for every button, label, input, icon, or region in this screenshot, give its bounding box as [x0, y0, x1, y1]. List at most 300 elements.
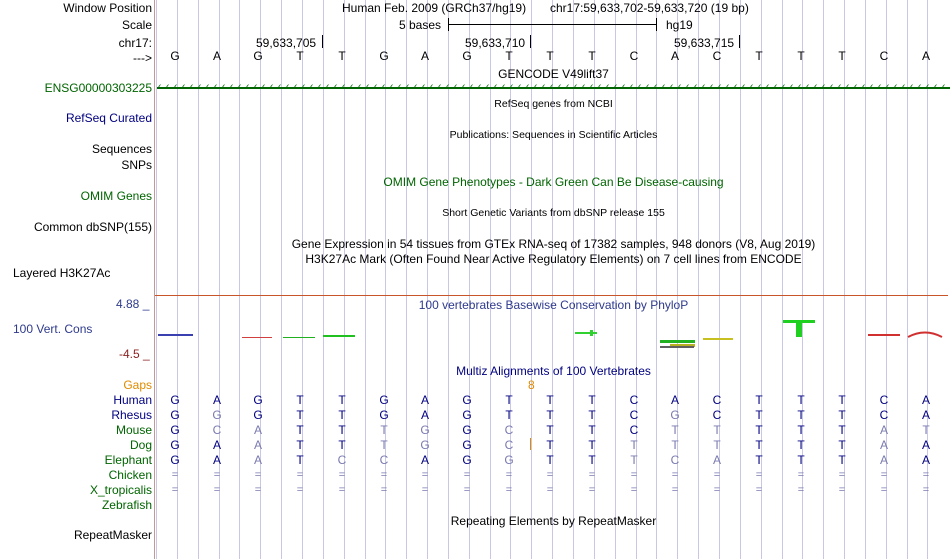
aligned-base: A: [712, 453, 721, 467]
aligned-base: T: [797, 393, 805, 407]
reference-base: T: [505, 49, 513, 63]
aligned-base: C: [879, 408, 889, 422]
chevron-left-icon: ‹: [542, 81, 546, 92]
aligned-base: =: [254, 469, 262, 481]
chevron-left-icon: ‹: [174, 81, 178, 92]
chevron-left-icon: ‹: [566, 81, 570, 92]
chevron-left-icon: ‹: [302, 81, 306, 92]
chevron-left-icon: ‹: [534, 81, 538, 92]
aligned-base: T: [797, 438, 805, 452]
chevron-left-icon: ‹: [630, 81, 634, 92]
aligned-base: T: [296, 438, 304, 452]
aligned-base: =: [338, 484, 346, 496]
coord-tick: [322, 35, 323, 48]
chevron-left-icon: ‹: [318, 81, 322, 92]
cons-bar: [660, 340, 695, 343]
chevron-left-icon: ‹: [326, 81, 330, 92]
aligned-base: G: [420, 423, 430, 437]
scale-bar-right-tick: [656, 18, 657, 31]
aligned-base: =: [505, 484, 513, 496]
chevron-left-icon: ‹: [750, 81, 754, 92]
chevron-left-icon: ‹: [526, 81, 530, 92]
aligned-base: =: [296, 484, 304, 496]
multiz-track-title[interactable]: Multiz Alignments of 100 Vertebrates: [456, 364, 651, 378]
conservation-track-label[interactable]: 100 Vert. Cons: [13, 322, 93, 336]
chevron-left-icon: ‹: [790, 81, 794, 92]
coord-tick-label: 59,633,710: [465, 36, 526, 50]
aligned-base: T: [588, 393, 596, 407]
aligned-base: T: [797, 453, 805, 467]
gaps-label[interactable]: Gaps: [123, 378, 152, 392]
chevron-left-icon: ‹: [342, 81, 346, 92]
aligned-base: A: [921, 408, 930, 422]
chevron-left-icon: ‹: [782, 81, 786, 92]
aligned-base: T: [713, 438, 721, 452]
chevron-left-icon: ‹: [374, 81, 378, 92]
aligned-base: C: [337, 453, 347, 467]
reference-base: A: [420, 49, 429, 63]
chevron-left-icon: ‹: [878, 81, 882, 92]
h3k27ac-track-label[interactable]: Layered H3K27Ac: [13, 266, 111, 280]
aligned-base: T: [671, 438, 679, 452]
chevron-left-icon: ‹: [310, 81, 314, 92]
cons-bar: [660, 346, 694, 348]
chevron-left-icon: ‹: [654, 81, 658, 92]
aligned-base: T: [505, 408, 513, 422]
chevron-left-icon: ‹: [766, 81, 770, 92]
aligned-base: C: [712, 393, 722, 407]
publications-track-title[interactable]: Publications: Sequences in Scientific Articles: [449, 129, 658, 141]
chevron-left-icon: ‹: [822, 81, 826, 92]
aligned-base: T: [755, 423, 763, 437]
chevron-left-icon: ‹: [702, 81, 706, 92]
reference-base: T: [797, 49, 805, 63]
position-readout: chr17:59,633,702-59,633,720 (19 bp): [550, 1, 749, 15]
reference-base: T: [338, 49, 346, 63]
aligned-base: =: [171, 484, 179, 496]
chevron-left-icon: ‹: [710, 81, 714, 92]
aligned-base: T: [797, 423, 805, 437]
aligned-base: G: [462, 438, 472, 452]
aligned-base: T: [546, 408, 554, 422]
guide-line: [156, 0, 157, 559]
aligned-base: G: [170, 423, 180, 437]
aligned-base: A: [879, 423, 888, 437]
aligned-base: T: [338, 438, 346, 452]
h3k27ac-track-title[interactable]: H3K27Ac Mark (Often Found Near Active Regulatory Elements) on 7 cell lines from ENCODE: [305, 252, 802, 266]
aligned-base: =: [922, 484, 930, 496]
chevron-left-icon: ‹: [726, 81, 730, 92]
aligned-base: =: [755, 484, 763, 496]
omim-track-label[interactable]: OMIM Genes: [80, 189, 152, 203]
aligned-base: T: [713, 423, 721, 437]
aligned-base: =: [630, 469, 638, 481]
aligned-base: A: [253, 453, 262, 467]
chevron-left-icon: ‹: [222, 81, 226, 92]
aligned-base: =: [421, 469, 429, 481]
aligned-base: T: [588, 453, 596, 467]
chevron-left-icon: ‹: [830, 81, 834, 92]
sequences-track-label[interactable]: Sequences: [91, 142, 152, 156]
chevron-left-icon: ‹: [934, 81, 938, 92]
aligned-base: T: [338, 408, 346, 422]
chevron-left-icon: ‹: [910, 81, 914, 92]
aligned-base: C: [629, 408, 639, 422]
label-column-divider: [154, 0, 155, 559]
aligned-base: T: [296, 408, 304, 422]
aligned-base: T: [838, 453, 846, 467]
chevron-left-icon: ‹: [286, 81, 290, 92]
repeatmasker-track-title[interactable]: Repeating Elements by RepeatMasker: [450, 514, 657, 528]
chevron-left-icon: ‹: [366, 81, 370, 92]
aligned-base: G: [170, 408, 180, 422]
chevron-left-icon: ‹: [606, 81, 610, 92]
chevron-left-icon: ‹: [734, 81, 738, 92]
aligned-base: T: [546, 393, 554, 407]
aligned-base: T: [380, 423, 388, 437]
aligned-base: T: [671, 423, 679, 437]
chevron-left-icon: ‹: [358, 81, 362, 92]
insertion-marker: [530, 438, 531, 450]
species-label[interactable]: Human: [113, 393, 152, 407]
chevron-left-icon: ‹: [446, 81, 450, 92]
coord-tick-label: 59,633,715: [674, 36, 735, 50]
track-separator: [155, 295, 948, 296]
chevron-left-icon: ‹: [230, 81, 234, 92]
guide-line: [740, 0, 741, 559]
guide-line: [531, 0, 532, 559]
guide-line: [698, 0, 699, 559]
reference-base: T: [296, 49, 304, 63]
species-label[interactable]: Chicken: [108, 468, 152, 482]
coord-tick: [530, 35, 531, 48]
chevron-left-icon: ‹: [662, 81, 666, 92]
chevron-left-icon: ‹: [262, 81, 266, 92]
aligned-base: =: [380, 484, 388, 496]
gencode-gene-label[interactable]: ENSG00000303225: [44, 81, 152, 95]
reference-base: T: [838, 49, 846, 63]
aligned-base: T: [380, 438, 388, 452]
species-label[interactable]: Mouse: [115, 423, 152, 437]
guide-line: [323, 0, 324, 559]
reference-base: T: [546, 49, 554, 63]
aligned-base: =: [338, 469, 346, 481]
chevron-left-icon: ‹: [670, 81, 674, 92]
chevron-left-icon: ‹: [270, 81, 274, 92]
refseq-track-title[interactable]: RefSeq genes from NCBI: [494, 98, 613, 110]
aligned-base: =: [213, 484, 221, 496]
cons-bar: [908, 333, 942, 338]
aligned-base: T: [755, 393, 763, 407]
reference-base: T: [755, 49, 763, 63]
chevron-left-icon: ‹: [390, 81, 394, 92]
aligned-base: G: [253, 408, 263, 422]
chevron-left-icon: ‹: [198, 81, 202, 92]
aligned-base: =: [588, 484, 596, 496]
chevron-left-icon: ‹: [894, 81, 898, 92]
reference-base: C: [879, 49, 889, 63]
chevron-left-icon: ‹: [590, 81, 594, 92]
cons-bar: [703, 338, 733, 340]
cons-bar: [868, 334, 900, 336]
aligned-base: G: [253, 393, 263, 407]
cons-bar: [242, 337, 272, 338]
arrow-label: --->: [133, 51, 152, 65]
repeatmasker-track-label[interactable]: RepeatMasker: [73, 528, 152, 542]
omim-track-title[interactable]: OMIM Gene Phenotypes - Dark Green Can Be Disease-causing: [383, 175, 724, 189]
chevron-left-icon: ‹: [678, 81, 682, 92]
chevron-left-icon: ‹: [814, 81, 818, 92]
aligned-base: A: [420, 393, 429, 407]
dbsnp-track-label[interactable]: Common dbSNP(155): [33, 220, 152, 234]
chevron-left-icon: ‹: [486, 81, 490, 92]
window-position-label: Window Position: [63, 1, 152, 15]
aligned-base: =: [838, 484, 846, 496]
aligned-base: G: [170, 393, 180, 407]
aligned-base: =: [421, 484, 429, 496]
chevron-left-icon: ‹: [254, 81, 258, 92]
cons-bar: [283, 337, 315, 338]
scale-text: 5 bases: [399, 18, 442, 32]
aligned-base: T: [338, 393, 346, 407]
aligned-base: T: [588, 408, 596, 422]
aligned-base: A: [420, 453, 429, 467]
chevron-left-icon: ‹: [902, 81, 906, 92]
aligned-base: C: [504, 423, 514, 437]
reference-base: C: [629, 49, 639, 63]
scale-bar: [448, 24, 656, 25]
chevron-left-icon: ‹: [758, 81, 762, 92]
aligned-base: G: [670, 408, 680, 422]
aligned-base: A: [879, 453, 888, 467]
aligned-base: =: [505, 469, 513, 481]
reference-base: A: [670, 49, 679, 63]
aligned-base: T: [838, 423, 846, 437]
guide-line: [907, 0, 908, 559]
aligned-base: A: [253, 423, 262, 437]
aligned-base: T: [838, 393, 846, 407]
aligned-base: =: [713, 469, 721, 481]
aligned-base: T: [588, 438, 596, 452]
chevron-left-icon: ‹: [622, 81, 626, 92]
chevron-left-icon: ‹: [862, 81, 866, 92]
chevron-left-icon: ‹: [806, 81, 810, 92]
cons-bar: [575, 332, 597, 334]
cons-bar: [323, 335, 355, 337]
reference-base: G: [379, 49, 389, 63]
chevron-left-icon: ‹: [926, 81, 930, 92]
chevron-left-icon: ‹: [398, 81, 402, 92]
aligned-base: A: [212, 453, 221, 467]
reference-base: A: [921, 49, 930, 63]
chevron-left-icon: ‹: [422, 81, 426, 92]
chevron-left-icon: ‹: [550, 81, 554, 92]
aligned-base: C: [212, 423, 222, 437]
chevron-left-icon: ‹: [406, 81, 410, 92]
chevron-left-icon: ‹: [158, 81, 162, 92]
aligned-base: A: [921, 393, 930, 407]
chevron-left-icon: ‹: [518, 81, 522, 92]
aligned-base: =: [755, 469, 763, 481]
gap-count: 8: [528, 378, 535, 392]
chevron-left-icon: ‹: [582, 81, 586, 92]
chevron-left-icon: ‹: [246, 81, 250, 92]
reference-base: T: [588, 49, 596, 63]
chevron-left-icon: ‹: [838, 81, 842, 92]
aligned-base: =: [171, 469, 179, 481]
aligned-base: =: [671, 484, 679, 496]
chevron-left-icon: ‹: [470, 81, 474, 92]
scale-bar-left-tick: [448, 18, 449, 31]
snps-track-label[interactable]: SNPs: [121, 158, 152, 172]
aligned-base: =: [713, 484, 721, 496]
aligned-base: T: [505, 393, 513, 407]
gtex-track-title[interactable]: Gene Expression in 54 tissues from GTEx RNA-seq of 17382 samples, 948 donors (V8, Aug 2019): [291, 237, 816, 251]
aligned-base: C: [629, 393, 639, 407]
chevron-left-icon: ‹: [574, 81, 578, 92]
chevron-left-icon: ‹: [214, 81, 218, 92]
conservation-max-value: 4.88 _: [116, 297, 150, 311]
aligned-base: =: [254, 484, 262, 496]
aligned-base: G: [462, 453, 472, 467]
aligned-base: =: [630, 484, 638, 496]
chevron-left-icon: ‹: [182, 81, 186, 92]
reference-base: G: [462, 49, 472, 63]
aligned-base: A: [420, 408, 429, 422]
chevron-left-icon: ‹: [918, 81, 922, 92]
chrom-label: chr17:: [118, 36, 152, 50]
aligned-base: G: [504, 453, 514, 467]
chevron-left-icon: ‹: [846, 81, 850, 92]
dbsnp-track-title[interactable]: Short Genetic Variants from dbSNP release 155: [442, 207, 665, 219]
aligned-base: G: [170, 438, 180, 452]
chevron-left-icon: ‹: [686, 81, 690, 92]
species-label[interactable]: Rhesus: [111, 408, 152, 422]
chevron-left-icon: ‹: [294, 81, 298, 92]
aligned-base: G: [379, 408, 389, 422]
chevron-left-icon: ‹: [414, 81, 418, 92]
aligned-base: C: [712, 408, 722, 422]
chevron-left-icon: ‹: [278, 81, 282, 92]
aligned-base: C: [504, 438, 514, 452]
coord-tick: [739, 35, 740, 48]
aligned-base: =: [797, 469, 805, 481]
coord-tick-label: 59,633,705: [256, 36, 317, 50]
chevron-left-icon: ‹: [238, 81, 242, 92]
aligned-base: G: [462, 408, 472, 422]
aligned-base: T: [922, 423, 930, 437]
aligned-base: A: [921, 438, 930, 452]
chevron-left-icon: ‹: [694, 81, 698, 92]
chevron-left-icon: ‹: [774, 81, 778, 92]
aligned-base: =: [546, 484, 554, 496]
aligned-base: =: [838, 469, 846, 481]
chevron-left-icon: ‹: [718, 81, 722, 92]
aligned-base: C: [379, 453, 389, 467]
chevron-left-icon: ‹: [430, 81, 434, 92]
chevron-left-icon: ‹: [478, 81, 482, 92]
chevron-left-icon: ‹: [558, 81, 562, 92]
aligned-base: T: [546, 423, 554, 437]
aligned-base: =: [380, 469, 388, 481]
cons-bar: [590, 330, 593, 336]
aligned-base: T: [797, 408, 805, 422]
aligned-base: T: [755, 453, 763, 467]
species-label[interactable]: Dog: [129, 438, 152, 452]
conservation-plot: [155, 300, 950, 360]
chevron-left-icon: ‹: [742, 81, 746, 92]
chevron-left-icon: ‹: [438, 81, 442, 92]
aligned-base: =: [213, 469, 221, 481]
chevron-left-icon: ‹: [942, 81, 946, 92]
species-label[interactable]: Zebrafish: [101, 498, 152, 512]
chevron-left-icon: ‹: [870, 81, 874, 92]
aligned-base: G: [462, 423, 472, 437]
aligned-base: T: [296, 423, 304, 437]
aligned-base: C: [629, 423, 639, 437]
aligned-base: A: [879, 438, 888, 452]
aligned-base: A: [253, 438, 262, 452]
aligned-base: G: [462, 393, 472, 407]
aligned-base: A: [212, 393, 221, 407]
chevron-left-icon: ‹: [886, 81, 890, 92]
refseq-track-label[interactable]: RefSeq Curated: [65, 111, 152, 125]
aligned-base: T: [630, 453, 638, 467]
aligned-base: T: [546, 453, 554, 467]
aligned-base: T: [755, 438, 763, 452]
chevron-left-icon: ‹: [166, 81, 170, 92]
aligned-base: =: [463, 469, 471, 481]
aligned-base: C: [879, 393, 889, 407]
species-label[interactable]: Elephant: [104, 453, 152, 467]
species-label[interactable]: X_tropicalis: [89, 483, 152, 497]
aligned-base: T: [296, 393, 304, 407]
aligned-base: T: [838, 438, 846, 452]
chevron-left-icon: ‹: [638, 81, 642, 92]
scale-label: Scale: [121, 18, 152, 32]
assembly-title: Human Feb. 2009 (GRCh37/hg19): [342, 1, 527, 15]
gencode-track-title[interactable]: GENCODE V49lift37: [498, 67, 609, 81]
chevron-left-icon: ‹: [462, 81, 466, 92]
aligned-base: A: [921, 453, 930, 467]
chevron-left-icon: ‹: [854, 81, 858, 92]
chevron-left-icon: ‹: [502, 81, 506, 92]
chevron-left-icon: ‹: [334, 81, 338, 92]
chevron-left-icon: ‹: [454, 81, 458, 92]
aligned-base: =: [463, 484, 471, 496]
chevron-left-icon: ‹: [798, 81, 802, 92]
aligned-base: T: [588, 423, 596, 437]
guide-line: [490, 0, 491, 559]
aligned-base: A: [212, 438, 221, 452]
reference-base: G: [170, 49, 180, 63]
db-text: hg19: [666, 18, 693, 32]
chevron-left-icon: ‹: [598, 81, 602, 92]
conservation-track-title[interactable]: 100 vertebrates Basewise Conservation by PhyloP: [418, 298, 689, 312]
aligned-base: T: [755, 408, 763, 422]
cons-bar: [158, 334, 193, 336]
chevron-left-icon: ‹: [494, 81, 498, 92]
chevron-left-icon: ‹: [382, 81, 386, 92]
chevron-left-icon: ‹: [510, 81, 514, 92]
aligned-base: C: [670, 453, 680, 467]
aligned-base: =: [671, 469, 679, 481]
aligned-base: G: [379, 393, 389, 407]
aligned-base: =: [797, 484, 805, 496]
chevron-left-icon: ‹: [190, 81, 194, 92]
reference-base: A: [212, 49, 221, 63]
aligned-base: T: [838, 408, 846, 422]
